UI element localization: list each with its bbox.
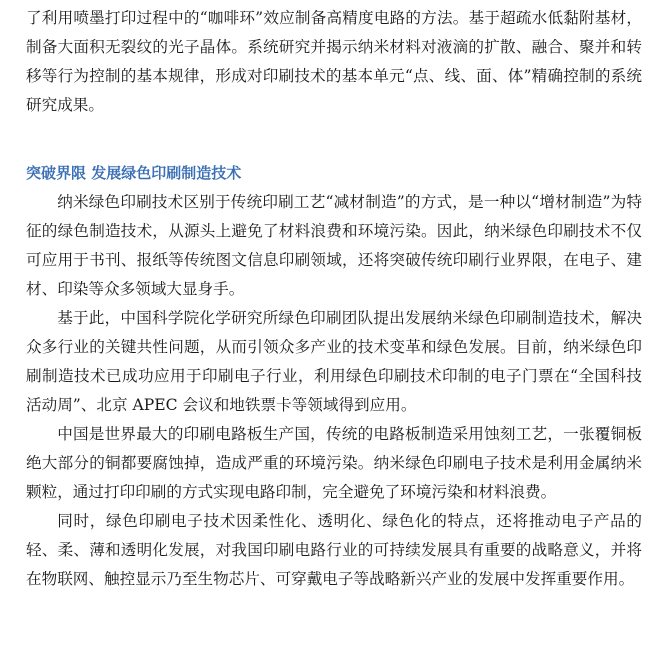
- section-paragraph-2: 基于此，中国科学院化学研究所绿色印刷团队提出发展纳米绿色印刷制造技术，解决众多行业的关键共性问题，从而引领众多产业的技术变革和绿色发展。目前，纳米绿色印刷制造技术已成功应用于印刷电子行业，利用绿色印刷技术印制的电子门票在“全国科技活动周”、北京 APEC 会议和地铁票卡等领域得到应用。: [26, 309, 642, 414]
- section-paragraph-4: 同时，绿色印刷电子技术因柔性化、透明化、绿色化的特点，还将推动电子产品的轻、柔、薄和透明化发展，对我国印刷电路行业的可持续发展具有重要的战略意义，并将在物联网、触控显示乃至生物芯片、可穿戴电子等战略新兴产业的发展中发挥重要作用。: [26, 512, 642, 588]
- intro-paragraph: 了利用喷墨打印过程中的“咖啡环”效应制备高精度电路的方法。基于超疏水低黏附基材，制备大面积无裂纹的光子晶体。系统研究并揭示纳米材料对液滴的扩散、融合、聚并和转移等行为控制的基本规律，形成对印刷技术的基本单元“点、线、面、体”精确控制的系统研究成果。: [26, 9, 642, 114]
- section-heading: 突破界限 发展绿色印刷制造技术: [26, 164, 242, 182]
- section-paragraph-1: 纳米绿色印刷技术区别于传统印刷工艺“减材制造”的方式，是一种以“增材制造”为特征的绿色制造技术，从源头上避免了材料浪费和环境污染。因此，纳米绿色印刷技术不仅可应用于书刊、报纸等传统图文信息印刷领域，还将突破传统印刷行业界限，在电子、建材、印染等众多领域大显身手。: [26, 193, 642, 298]
- article-body: [26, 0, 642, 594]
- section-paragraph-3: 中国是世界最大的印刷电路板生产国，传统的电路板制造采用蚀刻工艺，一张覆铜板绝大部分的铜都要腐蚀掉，造成严重的环境污染。纳米绿色印刷电子技术是利用金属纳米颗粒，通过打印印刷的方式实现电路印制，完全避免了环境污染和材料浪费。: [26, 425, 642, 501]
